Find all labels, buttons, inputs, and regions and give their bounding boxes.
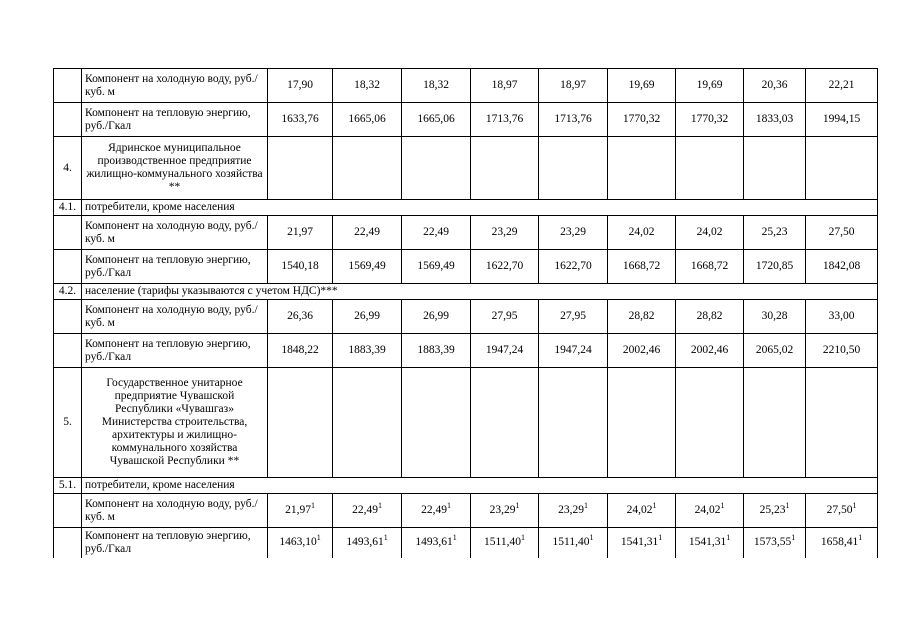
tariff-value: 25,23 (744, 216, 806, 250)
tariff-value: 27,50$^1$ (806, 494, 878, 528)
tariff-value: 1541,31$^1$ (676, 528, 744, 558)
table-row (54, 216, 878, 250)
empty-cell (806, 137, 878, 200)
table-row (54, 103, 878, 137)
footnote-mark: 1 (310, 501, 315, 510)
tariff-value: 1713,76 (539, 103, 608, 137)
tariff-value: 22,49 (402, 216, 471, 250)
organization-name: Государственное унитарное предприятие Чувашской Республики «Чувашгаз» Министерства строительства, архитектуры и жилищно-коммунального хозяйства Чувашской Республики ** (82, 368, 268, 478)
tariff-value: 1770,32 (676, 103, 744, 137)
tariff-value: 1720,85 (744, 250, 806, 284)
component-label: Компонент на тепловую энергию, руб./Гкал (82, 250, 268, 284)
empty-cell (539, 368, 608, 478)
footnote-mark: 1 (720, 501, 725, 510)
footnote-mark: 1 (520, 533, 525, 543)
tariff-value: 1668,72 (608, 250, 676, 284)
footnote-mark: 1 (377, 501, 382, 510)
footnote-mark: 1 (658, 533, 663, 543)
tariff-value: 2065,02 (744, 334, 806, 368)
table-row (54, 494, 878, 528)
empty-cell (402, 137, 471, 200)
tariff-value: 33,00 (806, 300, 878, 334)
tariff-value: 28,82 (676, 300, 744, 334)
organization-name: Ядринское муниципальное производственное предприятие жилищно-коммунального хозяйства ** (82, 137, 268, 200)
table-row (54, 528, 878, 558)
section-row (54, 284, 878, 300)
tariff-value: 2210,50 (806, 334, 878, 368)
tariff-value: 30,28 (744, 300, 806, 334)
tariff-value: 23,29$^1$ (539, 494, 608, 528)
section-row (54, 478, 878, 494)
tariff-value: 1947,24 (471, 334, 539, 368)
tariff-value: 19,69 (608, 69, 676, 103)
tariff-value: 2002,46 (676, 334, 744, 368)
empty-cell (471, 368, 539, 478)
footnote-mark: 1 (515, 501, 520, 510)
tariff-value: 1842,08 (806, 250, 878, 284)
tariff-value: 1569,49 (402, 250, 471, 284)
tariff-value: 1511,40$^1$ (471, 528, 539, 558)
empty-cell (268, 368, 333, 478)
tariff-value: 23,29 (539, 216, 608, 250)
table-row (54, 250, 878, 284)
component-label: Компонент на тепловую энергию, руб./Гкал (82, 334, 268, 368)
component-label: Компонент на холодную воду, руб./куб. м (82, 216, 268, 250)
tariff-value: 19,69 (676, 69, 744, 103)
tariff-value: 1994,15 (806, 103, 878, 137)
footnote-mark: 1 (858, 533, 863, 543)
empty-cell (608, 368, 676, 478)
tariff-value: 26,99 (333, 300, 402, 334)
component-label: Компонент на тепловую энергию, руб./Гкал (82, 103, 268, 137)
tariff-value: 1848,22 (268, 334, 333, 368)
footnote-mark: 1 (726, 533, 731, 543)
tariff-value: 24,02$^1$ (676, 494, 744, 528)
component-label: Компонент на тепловую энергию, руб./Гкал (82, 528, 268, 558)
tariff-value: 1665,06 (402, 103, 471, 137)
section-label: потребители, кроме населения (82, 478, 878, 494)
tariff-value: 1833,03 (744, 103, 806, 137)
row-number (54, 528, 82, 558)
footnote-mark: 1 (589, 533, 594, 543)
tariff-value: 1622,70 (539, 250, 608, 284)
empty-cell (402, 368, 471, 478)
empty-cell (806, 368, 878, 478)
footnote-mark: 1 (316, 533, 321, 543)
tariff-value: 24,02 (676, 216, 744, 250)
tariff-value: 18,97 (539, 69, 608, 103)
row-number (54, 69, 82, 103)
tariff-value: 1622,70 (471, 250, 539, 284)
tariff-value: 26,99 (402, 300, 471, 334)
component-label: Компонент на холодную воду, руб./куб. м (82, 69, 268, 103)
empty-cell (744, 368, 806, 478)
row-number (54, 494, 82, 528)
tariff-value: 1511,40$^1$ (539, 528, 608, 558)
tariff-value: 18,32 (333, 69, 402, 103)
tariff-value: 22,49$^1$ (402, 494, 471, 528)
component-label: Компонент на холодную воду, руб./куб. м (82, 494, 268, 528)
tariff-value: 17,90 (268, 69, 333, 103)
section-row (54, 200, 878, 216)
table-row (54, 334, 878, 368)
tariff-value: 1493,61$^1$ (402, 528, 471, 558)
tariff-value: 27,95 (471, 300, 539, 334)
table-row (54, 69, 878, 103)
tariff-value: 1665,06 (333, 103, 402, 137)
tariff-value: 1658,41$^1$ (806, 528, 878, 558)
tariff-value: 1463,10$^1$ (268, 528, 333, 558)
tariff-value: 24,02 (608, 216, 676, 250)
tariff-value: 2002,46 (608, 334, 676, 368)
tariff-value: 1668,72 (676, 250, 744, 284)
row-number: 4. (54, 137, 82, 200)
tariff-table (53, 68, 878, 558)
row-number: 5.1. (54, 478, 82, 494)
row-number (54, 250, 82, 284)
tariff-value: 1770,32 (608, 103, 676, 137)
empty-cell (676, 368, 744, 478)
component-label: Компонент на холодную воду, руб./куб. м (82, 300, 268, 334)
row-number (54, 300, 82, 334)
footnote-mark: 1 (446, 501, 451, 510)
section-label: потребители, кроме населения (82, 200, 878, 216)
row-number (54, 216, 82, 250)
footnote-mark: 1 (652, 501, 657, 510)
tariff-value: 21,97$^1$ (268, 494, 333, 528)
organization-row (54, 137, 878, 200)
tariff-value: 1569,49 (333, 250, 402, 284)
empty-cell (333, 368, 402, 478)
organization-row (54, 368, 878, 478)
tariff-value: 1713,76 (471, 103, 539, 137)
footnote-mark: 1 (785, 501, 790, 510)
section-label: население (тарифы указываются с учетом НДС)*** (82, 284, 878, 300)
empty-cell (676, 137, 744, 200)
empty-cell (333, 137, 402, 200)
tariff-value: 23,29 (471, 216, 539, 250)
tariff-value: 22,49$^1$ (333, 494, 402, 528)
empty-cell (471, 137, 539, 200)
tariff-value: 18,32 (402, 69, 471, 103)
footnote-mark: 1 (791, 533, 796, 543)
footnote-mark: 1 (452, 533, 457, 543)
table-row (54, 300, 878, 334)
empty-cell (268, 137, 333, 200)
empty-cell (608, 137, 676, 200)
row-number: 5. (54, 368, 82, 478)
footnote-mark: 1 (852, 501, 857, 510)
tariff-value: 1883,39 (333, 334, 402, 368)
tariff-value: 22,49 (333, 216, 402, 250)
empty-cell (744, 137, 806, 200)
row-number: 4.2. (54, 284, 82, 300)
tariff-value: 22,21 (806, 69, 878, 103)
row-number: 4.1. (54, 200, 82, 216)
tariff-value: 27,95 (539, 300, 608, 334)
tariff-value: 25,23$^1$ (744, 494, 806, 528)
tariff-value: 21,97 (268, 216, 333, 250)
tariff-value: 1493,61$^1$ (333, 528, 402, 558)
tariff-value: 23,29$^1$ (471, 494, 539, 528)
tariff-value: 1883,39 (402, 334, 471, 368)
footnote-mark: 1 (383, 533, 388, 543)
tariff-value: 20,36 (744, 69, 806, 103)
row-number (54, 334, 82, 368)
tariff-value: 1573,55$^1$ (744, 528, 806, 558)
row-number (54, 103, 82, 137)
tariff-value: 28,82 (608, 300, 676, 334)
tariff-value: 1541,31$^1$ (608, 528, 676, 558)
tariff-value: 24,02$^1$ (608, 494, 676, 528)
tariff-value: 1633,76 (268, 103, 333, 137)
tariff-value: 18,97 (471, 69, 539, 103)
tariff-value: 26,36 (268, 300, 333, 334)
tariff-value: 27,50 (806, 216, 878, 250)
footnote-mark: 1 (583, 501, 588, 510)
tariff-value: 1947,24 (539, 334, 608, 368)
tariff-value: 1540,18 (268, 250, 333, 284)
empty-cell (539, 137, 608, 200)
